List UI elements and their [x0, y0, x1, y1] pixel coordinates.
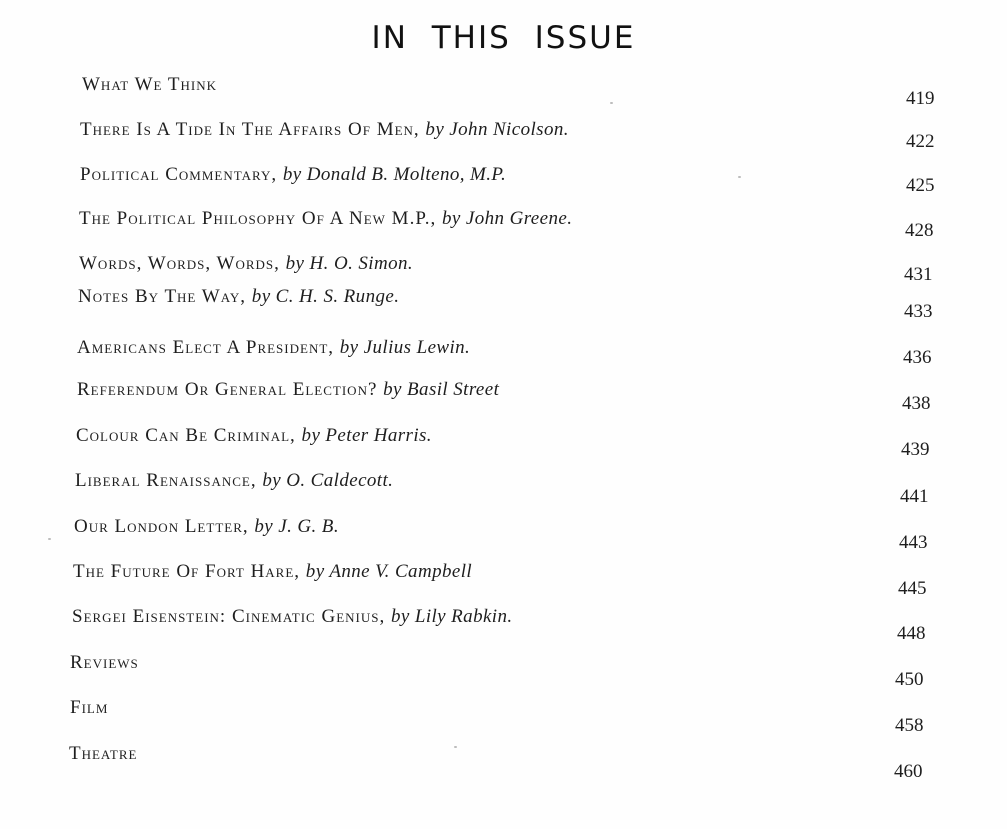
entry-page-number: 438 — [902, 393, 931, 414]
entry-page-number: 419 — [906, 88, 935, 109]
entry-byline: by Donald B. Molteno, M.P. — [282, 164, 507, 185]
entry-page-number: 428 — [905, 220, 934, 241]
entry-page-number: 458 — [895, 715, 924, 736]
toc-entry[interactable] — [0, 119, 1007, 152]
entry-title: Theatre — [69, 743, 138, 764]
toc-entry[interactable] — [0, 743, 1007, 782]
toc-entry[interactable] — [0, 470, 1007, 507]
entry-page-number: 448 — [897, 623, 926, 644]
entry-byline: by C. H. S. Runge. — [251, 286, 400, 307]
entry-title: Our London Letter, — [74, 516, 249, 537]
toc-entry[interactable] — [0, 164, 1007, 194]
entry-title: Sergei Eisenstein: Cinematic Genius, — [72, 606, 386, 627]
entry-byline: by John Greene. — [442, 208, 573, 229]
entry-title: The Future Of Fort Hare, — [73, 561, 301, 582]
paper-speck — [48, 538, 51, 540]
entry-byline: by Peter Harris. — [301, 425, 432, 446]
entry-title: Liberal Renaissance, — [75, 470, 257, 491]
entry-byline: by John Nicolson. — [425, 119, 569, 140]
entry-title: Americans Elect A President, — [77, 337, 335, 358]
entry-title: The Political Philosophy Of A New M.P., — [79, 208, 437, 229]
entry-page-number: 443 — [899, 532, 928, 553]
paper-speck — [610, 102, 613, 104]
entry-title: Political Commentary, — [80, 164, 278, 185]
toc-entry[interactable] — [0, 697, 1007, 736]
entry-title: What We Think — [82, 74, 217, 95]
toc-entry[interactable] — [0, 652, 1007, 690]
entry-byline: by Anne V. Campbell — [305, 561, 473, 582]
entry-byline: by H. O. Simon. — [285, 253, 414, 274]
entry-byline: by Basil Street — [383, 379, 500, 400]
entry-page-number: 445 — [898, 578, 927, 599]
entry-byline: by J. G. B. — [254, 516, 339, 537]
toc-entry[interactable] — [0, 208, 1007, 241]
toc-entry[interactable] — [0, 74, 1007, 109]
entry-page-number: 436 — [903, 347, 932, 368]
toc-entry[interactable] — [0, 253, 1007, 283]
entry-byline: by Julius Lewin. — [339, 337, 471, 358]
entry-title: Words, Words, Words, — [79, 253, 280, 274]
entry-page-number: 439 — [901, 439, 930, 460]
contents-title: IN THIS ISSUE — [371, 20, 636, 56]
toc-entry[interactable] — [0, 606, 1007, 644]
entry-title: Reviews — [70, 652, 139, 673]
paper-speck — [738, 176, 741, 178]
entry-title: Colour Can Be Criminal, — [76, 425, 296, 446]
entry-title: Notes By The Way, — [78, 286, 247, 307]
toc-entry[interactable] — [0, 561, 1007, 599]
entry-page-number: 460 — [894, 761, 923, 782]
entry-page-number: 422 — [906, 131, 935, 152]
entry-page-number: 425 — [906, 175, 935, 196]
entry-page-number: 441 — [900, 486, 929, 507]
toc-entry[interactable] — [0, 337, 1007, 367]
toc-entry[interactable] — [0, 425, 1007, 460]
toc-entry[interactable] — [0, 516, 1007, 553]
entry-byline: by O. Caldecott. — [262, 470, 394, 491]
entry-title: Film — [70, 697, 109, 718]
entry-page-number: 431 — [904, 264, 933, 285]
paper-speck — [454, 746, 457, 748]
toc-entry[interactable] — [0, 286, 1007, 322]
entry-title: Referendum Or General Election? — [77, 379, 378, 400]
entry-byline: by Lily Rabkin. — [390, 606, 513, 627]
entry-page-number: 433 — [904, 301, 933, 322]
entry-page-number: 450 — [895, 669, 924, 690]
entry-title: There Is A Tide In The Affairs Of Men, — [80, 119, 420, 140]
toc-entry[interactable] — [0, 379, 1007, 414]
